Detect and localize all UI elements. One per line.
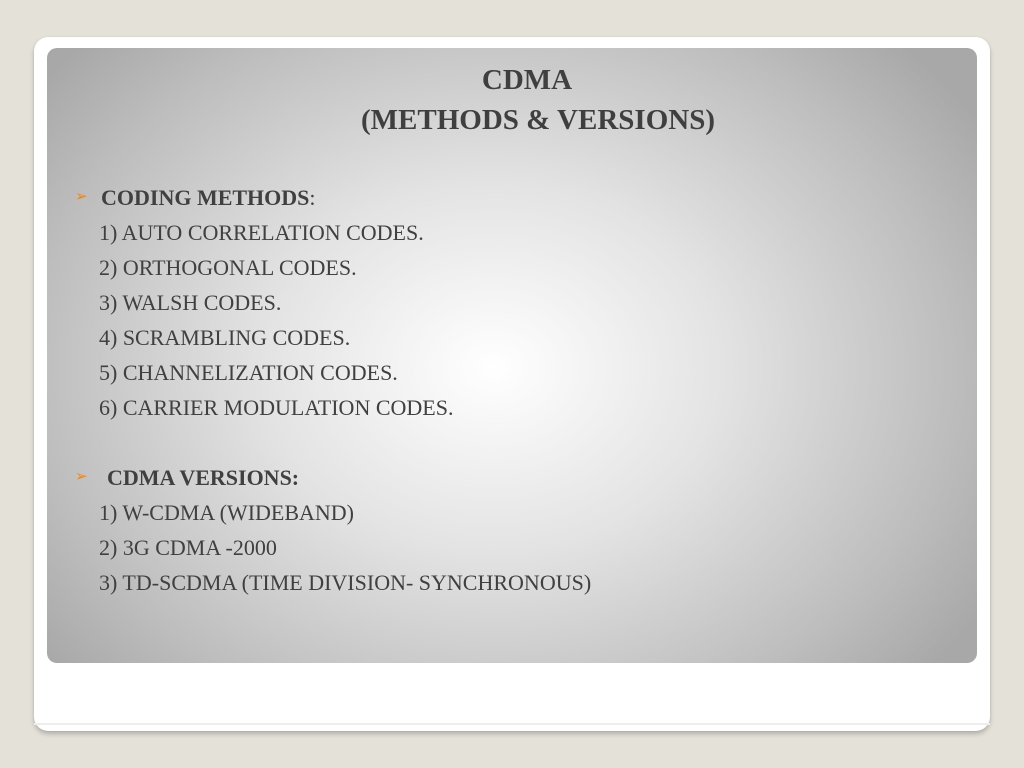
list-item: 1) W-CDMA (WIDEBAND) [99,500,355,525]
arrow-bullet-icon: ➢ [75,469,88,485]
slide-card [34,37,990,731]
slide-title-line-1: CDMA [481,64,573,96]
section-heading-suffix: : [309,185,316,210]
slide-title [47,60,977,140]
section-coding-methods-heading [75,180,316,215]
list-item: 1) AUTO CORRELATION CODES. [99,220,424,245]
content-panel [47,48,977,663]
arrow-bullet-icon: ➢ [75,189,88,205]
section-heading-label: CODING METHODS [101,185,310,210]
list-item: 3) WALSH CODES. [99,290,282,315]
list-item: 2) 3G CDMA -2000 [99,535,277,560]
list-item: 3) TD-SCDMA (TIME DIVISION- SYNCHRONOUS) [99,570,592,595]
list-item: 5) CHANNELIZATION CODES. [99,360,398,385]
list-item: 4) SCRAMBLING CODES. [99,325,351,350]
slide-bottom-divider [34,723,990,725]
slide-title-line-2: (METHODS & VERSIONS) [361,104,715,136]
section-heading-label: CDMA VERSIONS: [107,465,300,490]
section-cdma-versions-heading [75,460,299,495]
list-item: 6) CARRIER MODULATION CODES. [99,395,454,420]
list-item: 2) ORTHOGONAL CODES. [99,255,357,280]
